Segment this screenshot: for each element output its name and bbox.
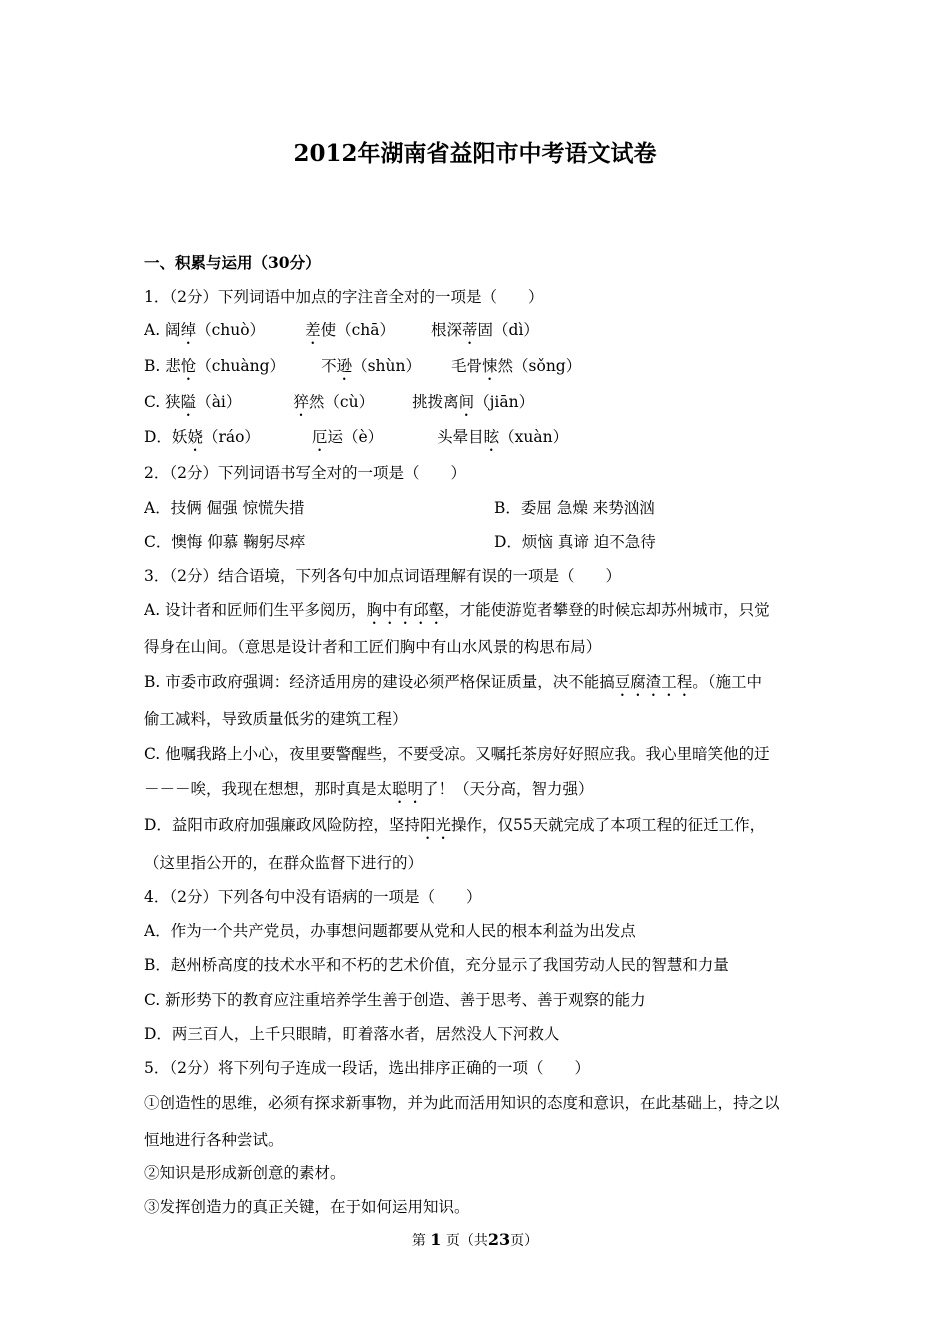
question-3-option-d-cont: （这里指公开的，在群众监督下进行的） [144, 854, 424, 872]
question-4-option-a: A．作为一个共产党员，办事想问题都要从党和人民的根本利益为出发点 [144, 922, 636, 940]
question-4-option-c: C. 新形势下的教育应注重培养学生善于创造、善于思考、善于观察的能力 [144, 991, 646, 1009]
page-footer: 第 1 页（共23页） [411, 1230, 539, 1249]
question-5-sentence-1-cont: 恒地进行各种尝试。 [144, 1131, 284, 1149]
question-4-option-b: B．赵州桥高度的技术水平和不朽的艺术价值，充分显示了我国劳动人民的智慧和力量 [144, 956, 729, 974]
question-5-sentence-3: ③发挥创造力的真正关键，在于如何运用知识。 [144, 1198, 470, 1216]
question-2-stem: 2．（2分）下列词语书写全对的一项是（ ） [144, 464, 466, 482]
question-1-stem: 1．（2分）下列词语中加点的字注音全对的一项是（ ） [144, 288, 544, 306]
question-3-option-a: A. 设计者和匠师们生平多阅历，胸中有邱壑，才能使游览者攀登的时候忘却苏州城市，只觉 [144, 601, 770, 619]
question-3-option-c-cont: －－－唉，我现在想想，那时真是太聪明了！（天分高，智力强） [144, 780, 594, 798]
question-3-option-d: D．益阳市政府加强廉政风险防控，坚持阳光操作，仅55天就完成了本项工程的征迁工作， [144, 816, 766, 834]
question-3-option-c: C. 他嘱我路上小心，夜里要警醒些，不要受凉。又嘱托茶房好好照应我。我心里暗笑他的迂 [144, 745, 770, 763]
question-2-option-d: D．烦恼 真谛 迫不急待 [494, 533, 656, 551]
question-4-stem: 4．（2分）下列各句中没有语病的一项是（ ） [144, 888, 482, 906]
question-1-option-a: A. 阔绰（chuò） 差使（chā） 根深蒂固（dì） [144, 321, 539, 339]
question-1-option-c: C. 狭隘（ài） 猝然（cù） 挑拨离间（jiān） [144, 393, 535, 411]
question-2-option-a: A．技俩 倔强 惊慌失措 [144, 499, 305, 517]
question-5-sentence-1: ①创造性的思维，必须有探求新事物，并为此而活用知识的态度和意识，在此基础上，持之以 [144, 1094, 780, 1112]
page-total: 23 [487, 1230, 511, 1249]
question-2-option-c: C．懊悔 仰慕 鞠躬尽瘁 [144, 533, 306, 551]
question-1-option-d: D．妖娆（ráo） 厄运（è） 头晕目眩（xuàn） [144, 428, 569, 446]
page-title: 2012年湖南省益阳市中考语文试卷 [293, 140, 657, 167]
page-number: 1 [430, 1230, 442, 1249]
question-2-option-b: B．委屈 急燥 来势汹汹 [494, 499, 655, 517]
question-3-stem: 3．（2分）结合语境，下列各句中加点词语理解有误的一项是（ ） [144, 567, 621, 585]
question-3-option-b: B. 市委市政府强调：经济适用房的建设必须严格保证质量，决不能搞豆腐渣工程。（施工中 [144, 673, 763, 691]
question-1-option-b: B. 悲怆（chuàng） 不逊（shùn） 毛骨悚然（sǒng） [144, 357, 582, 375]
question-5-stem: 5．（2分）将下列句子连成一段话，选出排序正确的一项（ ） [144, 1059, 590, 1077]
section-heading: 一、积累与运用（30分） [144, 253, 321, 272]
question-4-option-d: D．两三百人，上千只眼睛，盯着落水者，居然没人下河救人 [144, 1025, 560, 1043]
question-5-sentence-2: ②知识是形成新创意的素材。 [144, 1164, 346, 1182]
question-3-option-b-cont: 偷工减料，导致质量低劣的建筑工程） [144, 710, 408, 728]
question-3-option-a-cont: 得身在山间。（意思是设计者和工匠们胸中有山水风景的构思布局） [144, 638, 602, 656]
